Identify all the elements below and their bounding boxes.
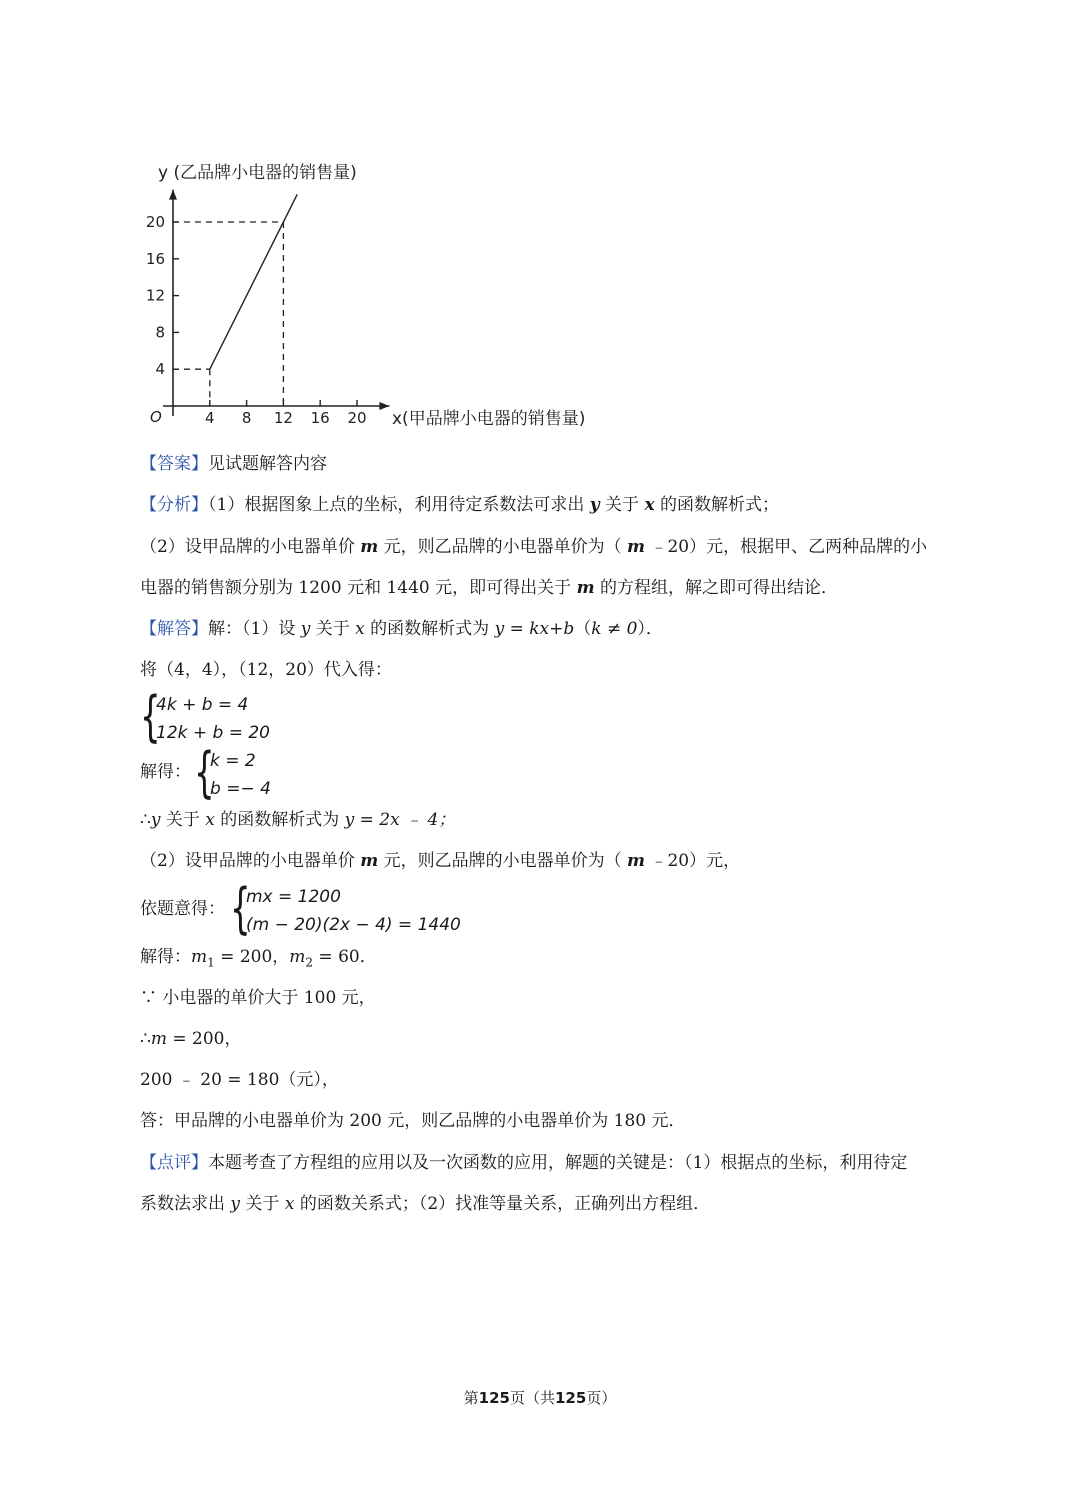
part2-text: ﹣20）元，: [650, 851, 741, 871]
solve2-label: 解得：: [140, 947, 191, 967]
yiti-label: 依题意得：: [140, 899, 225, 919]
m-value: = 200，: [166, 1029, 242, 1049]
footer-text: 页（共: [509, 1389, 555, 1407]
analysis-text: 的函数解析式；: [659, 495, 779, 515]
footer-text: 页）: [586, 1389, 617, 1407]
system-row: 4k + b = 4: [156, 695, 249, 715]
var-m: m: [627, 851, 646, 871]
final-answer-line: 答：甲品牌的小电器单价为 200 元，则乙品牌的小电器单价为 180 元．: [140, 1111, 686, 1131]
var-m: m: [576, 578, 595, 598]
therefore-line: [140, 808, 455, 832]
calc-line: 200 ﹣ 20 = 180（元），: [140, 1070, 339, 1090]
solution-tag: 【解答】: [140, 619, 208, 639]
comment-text: 关于: [245, 1194, 280, 1214]
analysis-tag: 【分析】: [140, 495, 208, 515]
var-y: y: [230, 1194, 241, 1214]
x-tick-label: 12: [273, 409, 293, 427]
subscript-1: 1: [207, 955, 215, 970]
tick-marks: [146, 213, 367, 427]
series-lines: [210, 194, 297, 369]
system-row: 12k + b = 20: [156, 723, 271, 743]
y-tick-label: 20: [145, 213, 165, 231]
part2-text: （2）设甲品牌的小电器单价: [140, 851, 355, 871]
var-m: m: [627, 537, 646, 557]
m2-value: = 60．: [313, 947, 377, 967]
solve-label: 解得：: [140, 762, 191, 782]
comment-line-2: [140, 1192, 710, 1216]
var-m: m: [360, 537, 379, 557]
function-graph: [130, 150, 630, 440]
therefore-symbol: ∴: [140, 810, 151, 830]
axes: [163, 190, 389, 416]
analysis-text: 电器的销售额分别为 1200 元和 1440 元，即可得出关于: [140, 578, 572, 598]
brace-icon: {: [230, 877, 251, 940]
x-tick-label: 16: [310, 409, 330, 427]
analysis-text: （1）根据图象上点的坐标，利用待定系数法可求出: [208, 495, 585, 515]
answer-text: 见试题解答内容: [208, 454, 327, 474]
therefore-text: 关于: [165, 810, 200, 830]
expr-k-condition: k ≠ 0: [591, 619, 638, 639]
y-tick-label: 12: [145, 286, 165, 305]
analysis-text: 关于: [605, 495, 640, 515]
var-m2: m: [289, 947, 306, 967]
analysis-text: 的方程组，解之即可得出结论．: [599, 578, 838, 598]
var-m: m: [360, 851, 379, 871]
page-footer: [0, 1387, 1080, 1408]
solution-text: ）．: [637, 619, 663, 639]
solve2-line: [140, 945, 377, 974]
y-axis-arrow-icon: [169, 190, 177, 200]
var-x: x: [205, 810, 215, 830]
m1-value: = 200，: [214, 947, 290, 967]
solution-text: 解：（1）设: [208, 619, 296, 639]
analysis-line-2: [140, 535, 927, 559]
expr-linear: y = kx+b: [494, 619, 575, 639]
x-axis-arrow-icon: [379, 402, 389, 410]
var-m1: m: [191, 947, 208, 967]
therefore-text: 的函数解析式为: [220, 810, 340, 830]
subscript-2: 2: [305, 955, 314, 970]
x-tick-label: 8: [241, 409, 252, 427]
therefore-symbol: ∴: [140, 1029, 151, 1049]
analysis-text: （2）设甲品牌的小电器单价: [140, 537, 355, 557]
y-axis-title: y (乙品牌小电器的销售量): [158, 163, 357, 183]
guide-lines: [173, 222, 283, 406]
result-expression: y = 2x ﹣ 4；: [344, 810, 456, 830]
system-row: k = 2: [210, 751, 256, 771]
system-row: b =− 4: [210, 779, 271, 799]
system-row: (m − 20)(2x − 4) = 1440: [246, 915, 461, 935]
system-row: mx = 1200: [246, 887, 341, 907]
comment-text: 的函数关系式；（2）找准等量关系，正确列出方程组．: [299, 1194, 711, 1214]
y-tick-label: 8: [155, 323, 165, 342]
analysis-text: ﹣20）元，根据甲、乙两种品牌的小: [650, 537, 928, 557]
var-y: y: [150, 810, 161, 830]
x-tick-label: 4: [205, 409, 215, 427]
solution-text: 的函数解析式为: [370, 619, 490, 639]
substitute-text: 将（4，4），（12，20）代入得：: [140, 660, 392, 680]
comment-line-1: [140, 1151, 907, 1175]
substitute-line: [140, 658, 392, 682]
var-x: x: [355, 619, 365, 639]
part2-text: 元，则乙品牌的小电器单价为（: [383, 851, 622, 871]
solution-line-1: [140, 617, 663, 641]
comment-text: 系数法求出: [140, 1194, 225, 1214]
solution-text: （: [574, 619, 592, 639]
because-line: ∵ 小电器的单价大于 100 元，: [140, 988, 376, 1008]
x-tick-label: 20: [347, 409, 367, 427]
var-x: x: [284, 1194, 295, 1214]
page-total: 125: [555, 1389, 587, 1407]
brace-icon: {: [140, 685, 161, 748]
part2-line: [140, 849, 740, 873]
comment-text: 本题考查了方程组的应用以及一次函数的应用，解题的关键是：（1）根据点的坐标，利用待定: [208, 1153, 908, 1173]
page-number: 125: [478, 1389, 510, 1407]
answer-tag: 【答案】: [140, 454, 208, 474]
var-m: m: [150, 1029, 167, 1049]
var-y: y: [300, 619, 311, 639]
analysis-text: 元，则乙品牌的小电器单价为（: [383, 537, 622, 557]
answer-line: [140, 452, 327, 476]
brace-icon: {: [194, 741, 215, 804]
var-x: x: [644, 495, 655, 515]
y-tick-label: 16: [145, 249, 165, 268]
series-line: [210, 194, 297, 369]
footer-text: 第: [463, 1389, 479, 1407]
x-axis-title: x(甲品牌小电器的销售量): [392, 409, 586, 429]
comment-tag: 【点评】: [140, 1153, 208, 1173]
origin-label: O: [150, 408, 162, 426]
analysis-line-3: [140, 576, 838, 600]
m-equals-line: [140, 1027, 241, 1051]
var-y: y: [589, 495, 600, 515]
solution-text: 关于: [315, 619, 350, 639]
y-tick-label: 4: [155, 360, 165, 379]
analysis-line-1: [140, 493, 779, 517]
